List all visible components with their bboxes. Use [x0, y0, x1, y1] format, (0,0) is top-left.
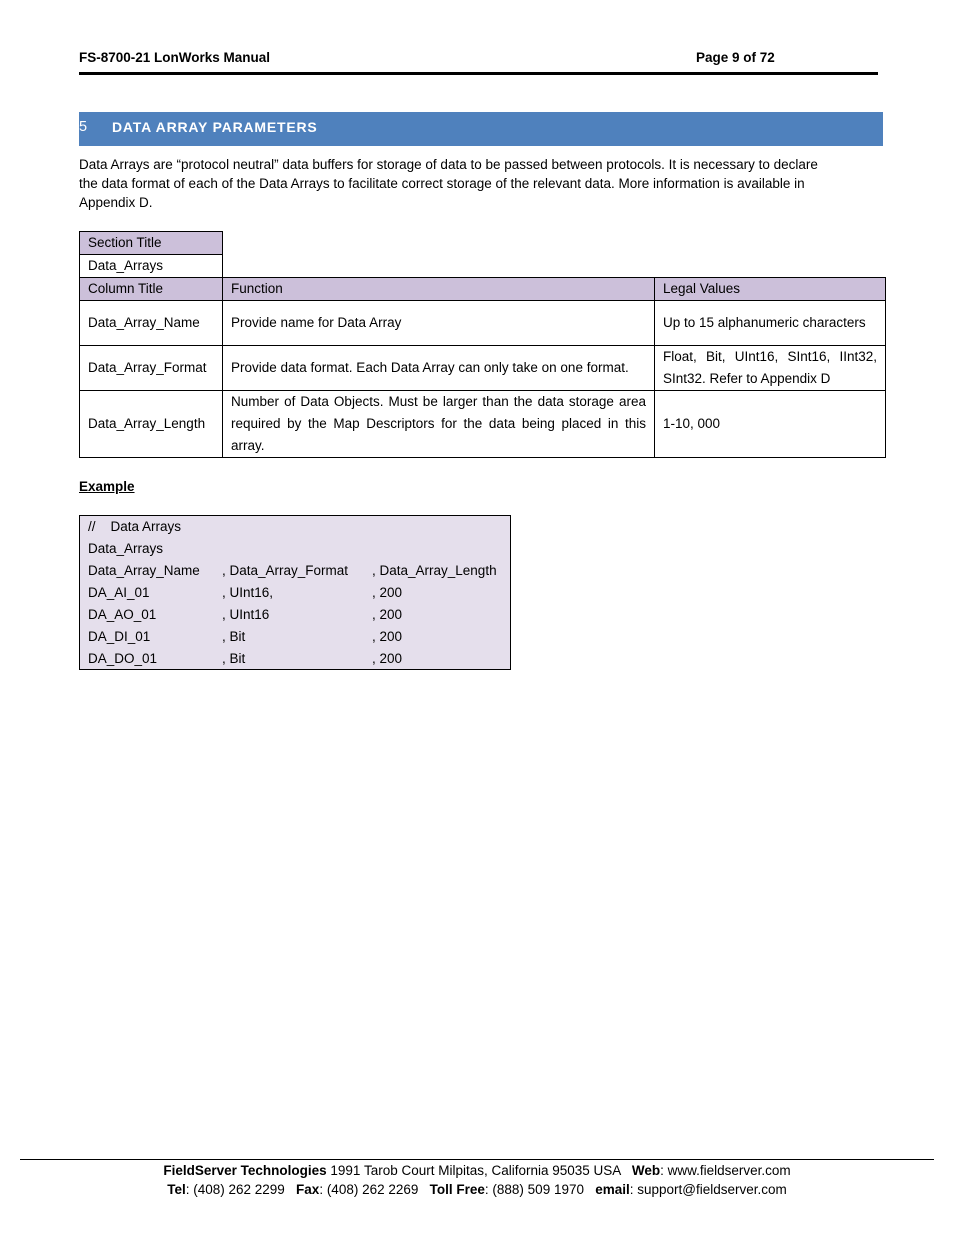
footer-address: 1991 Tarob Court Milpitas, California 95035 USA	[326, 1163, 632, 1178]
code-section: Data_Arrays	[88, 541, 164, 556]
code-value: , Bit	[222, 629, 246, 644]
intro-line: Data Arrays are “protocol neutral” data buffers for storage of data to be passed between protocols. It is necessary to declare	[79, 157, 818, 172]
intro-line: the data format of each of the Data Arrays to facilitate correct storage of the relevant data. More information is available in	[79, 176, 805, 191]
code-line	[88, 626, 508, 648]
footer-tel-value: : (408) 262 2299	[185, 1182, 297, 1197]
code-value: , 200	[372, 651, 403, 666]
footer-rule	[20, 1159, 934, 1160]
code-value: , 200	[372, 629, 403, 644]
table-row	[80, 301, 886, 346]
code-value: , 200	[372, 585, 403, 600]
footer-web-value: : www.fieldserver.com	[660, 1163, 791, 1178]
table-cell: Data_Array_Length	[80, 391, 223, 458]
footer-tel-label: Tel	[167, 1182, 186, 1197]
table-row	[80, 391, 886, 458]
section-heading	[79, 112, 883, 146]
section-number: 5	[79, 119, 88, 135]
column-header: Function	[223, 278, 655, 301]
code-column: , Data_Array_Length	[372, 563, 497, 578]
footer-web-label: Web	[631, 1163, 661, 1178]
table-header-row	[80, 278, 886, 301]
code-line	[88, 582, 508, 604]
column-header: Legal Values	[655, 278, 886, 301]
code-value: DA_DO_01	[88, 651, 158, 666]
table-cell: Float, Bit, UInt16, SInt16, IInt32, SInt32. Refer to Appendix D	[655, 346, 886, 391]
table-row	[80, 232, 886, 255]
footer-fax-label: Fax	[296, 1182, 320, 1197]
code-value: DA_AO_01	[88, 607, 157, 622]
page-number: Page 9 of 72	[696, 50, 775, 65]
section-title-value: Data_Arrays	[80, 255, 223, 278]
footer-fax-value: : (408) 262 2269	[319, 1182, 430, 1197]
section-title: DATA ARRAY PARAMETERS	[112, 119, 318, 135]
intro-line: Appendix D.	[79, 195, 153, 210]
code-value: , UInt16,	[222, 585, 274, 600]
table-row	[80, 255, 886, 278]
header-rule	[79, 72, 878, 75]
footer-tollfree-value: : (888) 509 1970	[484, 1182, 596, 1197]
column-header: Column Title	[80, 278, 223, 301]
section-title-header: Section Title	[80, 232, 223, 255]
code-line	[88, 516, 508, 538]
code-column: Data_Array_Name	[88, 563, 200, 578]
code-comment: // Data Arrays	[88, 519, 182, 534]
code-value: , UInt16	[222, 607, 270, 622]
table-cell: Provide data format. Each Data Array can only take on one format.	[223, 346, 655, 391]
parameter-table	[79, 231, 886, 458]
table-row	[80, 346, 886, 391]
table-cell: Number of Data Objects. Must be larger than the data storage area required by the Map Descriptors for the data being placed in this array.	[223, 391, 655, 458]
example-code-box	[79, 515, 511, 670]
code-value: DA_DI_01	[88, 629, 151, 644]
intro-paragraph	[79, 155, 884, 212]
code-value: , 200	[372, 607, 403, 622]
footer-line-1	[0, 1163, 954, 1178]
code-line	[88, 604, 508, 626]
table-cell: Provide name for Data Array	[223, 301, 655, 346]
table-cell: Data_Array_Format	[80, 346, 223, 391]
code-line	[88, 538, 508, 560]
footer-email-label: email	[595, 1182, 630, 1197]
code-value: , Bit	[222, 651, 246, 666]
code-column: , Data_Array_Format	[222, 563, 349, 578]
footer-company: FieldServer Technologies	[163, 1163, 327, 1178]
table-cell: Data_Array_Name	[80, 301, 223, 346]
footer-line-2	[0, 1182, 954, 1197]
code-value: DA_AI_01	[88, 585, 150, 600]
code-line	[88, 560, 508, 582]
footer-email-value: : support@fieldserver.com	[629, 1182, 787, 1197]
document-title: FS-8700-21 LonWorks Manual	[79, 50, 271, 65]
example-label: Example	[79, 479, 135, 494]
code-line	[88, 648, 508, 670]
table-cell: 1-10, 000	[655, 391, 886, 458]
table-cell: Up to 15 alphanumeric characters	[655, 301, 886, 346]
footer-tollfree-label: Toll Free	[429, 1182, 485, 1197]
